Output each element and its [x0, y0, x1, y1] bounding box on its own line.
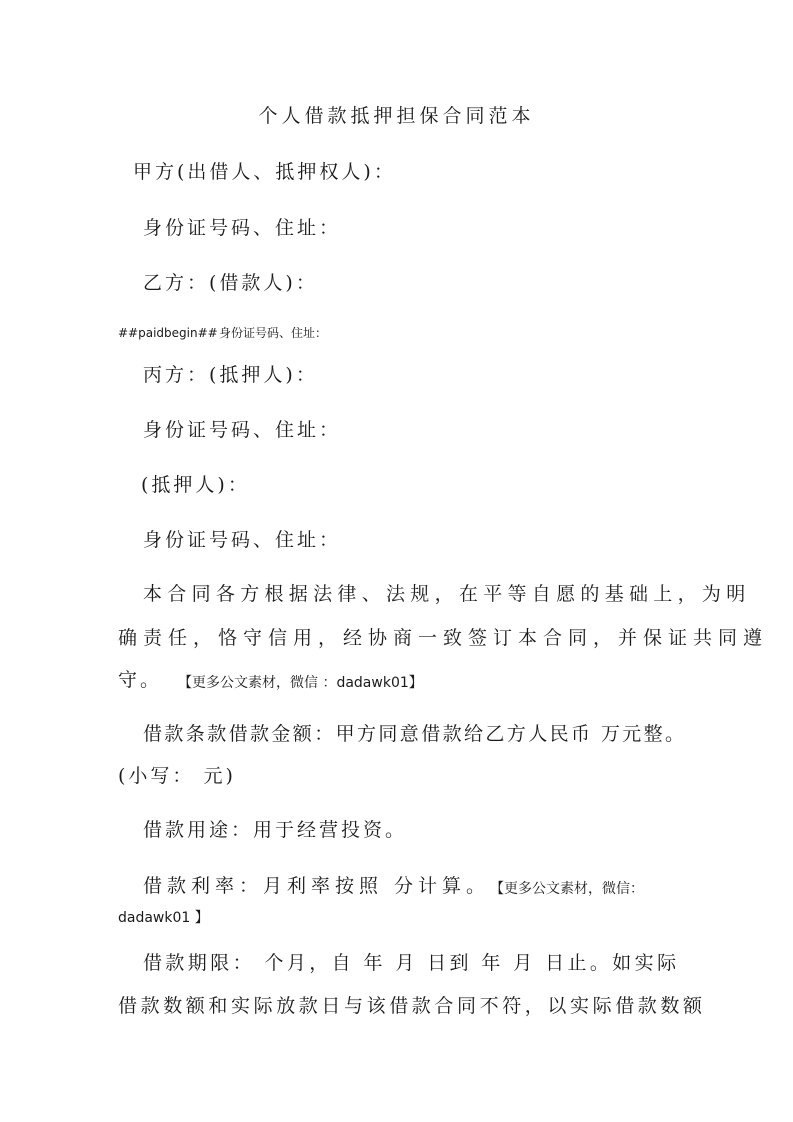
- paragraph-line: 确责任，恪守信用，经协商一致签订本合同，并保证共同遵: [118, 627, 769, 649]
- party-d-label: (抵押人)：: [141, 474, 250, 496]
- paid-marker: ##paidbegin##: [118, 326, 218, 340]
- party-b-id-label: 身份证号码、住址：: [219, 326, 328, 340]
- party-d-id-label: 身份证号码、住址：: [143, 529, 342, 551]
- promo-note: dadawk01 】: [118, 910, 209, 926]
- loan-term-line: 借款期限： 个月，自 年 月 日到 年 月 日止。如实际: [143, 952, 680, 974]
- party-a-label: 甲方(出借人、抵押权人)：: [133, 161, 396, 183]
- paragraph-line: 守。: [118, 669, 163, 691]
- party-a-id-label: 身份证号码、住址：: [143, 217, 342, 239]
- loan-rate: 借款利率：月利率按照 分计算。: [143, 875, 491, 897]
- loan-term-line: 借款数额和实际放款日与该借款合同不符，以实际借款数额: [118, 995, 706, 1017]
- party-c-label: 丙方：(抵押人)：: [143, 364, 318, 386]
- promo-note: 【更多公文素材，微信：: [490, 881, 644, 897]
- loan-purpose: 借款用途：用于经营投资。: [143, 819, 408, 841]
- paragraph-line: 本合同各方根据法律、法规，在平等自愿的基础上，为明: [143, 583, 751, 605]
- promo-note: 【更多公文素材，微信 ：dadawk01】: [178, 675, 423, 691]
- loan-amount-line: (小写： 元): [118, 765, 236, 787]
- party-b-label: 乙方：(借款人)：: [143, 272, 318, 294]
- party-c-id-label: 身份证号码、住址：: [143, 419, 342, 441]
- loan-amount-line: 借款条款借款金额：甲方同意借款给乙方人民币 万元整。: [143, 723, 687, 745]
- document-title: 个人借款抵押担保合同范本: [258, 105, 535, 127]
